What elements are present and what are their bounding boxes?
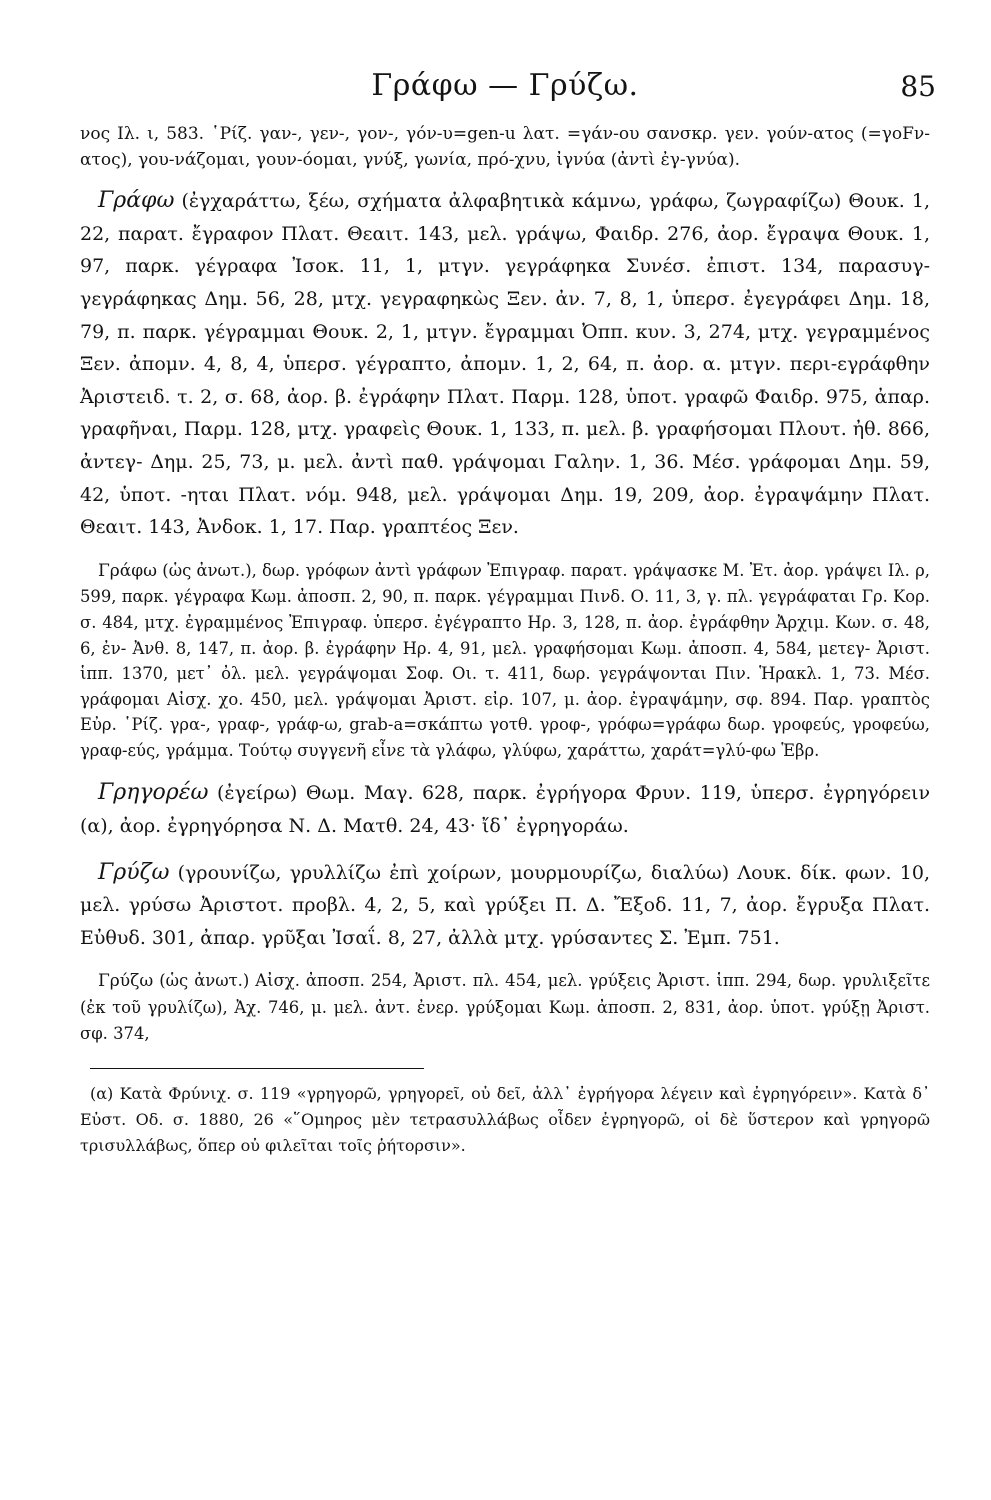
page-header [80, 66, 936, 122]
entry-text: (γρουνίζω, γρυλλίζω ἐπὶ χοίρων, μουρμουρίζω, διαλύω) Λουκ. δίκ. φων. 10, μελ. γρύσω Ἀριστοτ. προβλ. 4, 2, 5, καὶ γρύξει Π. Δ. Ἔξοδ. 11, 7, ἀορ. ἔγρυξα Πλατ. Εὐθυδ. 301, ἀπαρ. γρῦξαι Ἰσαΐ. 8, 27, ἀλλὰ μτχ. γρύσαντες Σ. Ἐμπ. 751. [80, 861, 930, 949]
entry-text: (ὡς ἀνωτ.) Αἰσχ. ἀποσπ. 254, Ἀριστ. πλ. 454, μελ. γρύξεις Ἀριστ. ἱππ. 294, δωρ. γρυλιξεῖτε (ἐκ τοῦ γρυλίζω), Ἀχ. 746, μ. μελ. ἀντ. ἐνερ. γρύξομαι Κωμ. ἀποσπ. 2, 831, ἀορ. ὑποτ. γρύξῃ Ἀριστ. σφ. 374, [80, 971, 930, 1043]
entry-gryzo-attic [80, 857, 930, 955]
footnote-text: (α) Κατὰ Φρύνιχ. σ. 119 «γρηγορῶ, γρηγορεῖ, οὐ δεῖ, ἀλλ᾽ ἐγρήγορα λέγειν καὶ ἐγρηγόρειν». Κατὰ δ᾽ Εὐστ. Οδ. σ. 1880, 26 «῞Ομηρος μὲν τετρασυλλάβως οἶδεν ἐγρηγορῶ, οἱ δὲ ὕστερον καὶ γρηγορῶ τρισυλλάβως, ὅπερ οὐ φιλεῖται τοῖς ῥήτορσιν». [80, 1084, 930, 1156]
entry-text: νος Ιλ. ι, 583. ῾Ρίζ. γαν-, γεν-, γον-, γόν-υ=gen-u λατ. =γάν-ου σανσκρ. γεν. γούν-ατος (=γοFν-ατος), γου-νάζομαι, γουν-όομαι, γνύξ, γωνία, πρό-χνυ, ἰγνύα (ἀντὶ ἐγ-γνύα). [80, 124, 930, 170]
running-title: Γράφω — Γρύζω. [371, 68, 639, 103]
entry-grapho-dialectal [80, 558, 930, 764]
entry-gryzo-dialectal [80, 968, 930, 1046]
entry-text: (ὡς ἀνωτ.), δωρ. γρόφων ἀντὶ γράφων Ἐπιγραφ. παρατ. γράψασκε Μ. Ἐτ. ἀορ. γράψει Ιλ. ρ, 599, παρκ. γέγραφα Κωμ. ἀποσπ. 2, 90, π. παρκ. γέγραμμαι Πινδ. Ο. 11, 3, γ. πλ. γεγράφαται Γρ. Κορ. σ. 484, μτχ. ἐγραμμένος Ἐπιγραφ. ὑπερσ. ἐγέγραπτο Ηρ. 3, 128, π. ἀορ. ἐγράφθην Ἀρχιμ. Κων. σ. 48, 6, ἐν- Ἀνθ. 8, 147, π. ἀορ. β. ἐγράφην Ηρ. 4, 91, μελ. γραφήσομαι Κωμ. ἀποσπ. 4, 584, μετεγ- Ἀριστ. ἱππ. 1370, μετ᾽ ὀλ. μελ. γεγράψομαι Σοφ. Οι. τ. 411, δωρ. γεγράψονται Πιν. Ἡρακλ. 1, 73. Μέσ. γράφομαι Αἰσχ. χο. 450, μελ. γράψομαι Ἀριστ. εἰρ. 107, μ. ἀορ. ἐγραψάμην, σφ. 894. Παρ. γραπτὸς Εὐρ. ῾Ρίζ. γρα-, γραφ-, γράφ-ω, grab-a=σκάπτω γοτθ. γροφ-, γρόφω=γράφω δωρ. γροφεύς, γροφεύω, γραφ-εύς, γράμμα. Τούτῳ συγγενῆ εἶνε τὰ γλάφω, γλύφω, χαράττω, χαράτ=γλύ-φω Ἑβρ. [80, 560, 930, 760]
entry-headword: Γρύζω [98, 971, 154, 992]
entry-gregoreo [80, 777, 930, 842]
entry-continuation [80, 122, 930, 173]
entry-grapho-attic [80, 185, 930, 544]
dictionary-page [80, 66, 936, 1175]
entry-headword: Γράφω [98, 188, 175, 214]
entry-headword: Γρηγορέω [98, 780, 209, 806]
entry-headword: Γρύζω [98, 859, 170, 885]
footnote [80, 1081, 930, 1159]
footnote-divider [90, 1068, 424, 1069]
page-number: 85 [900, 70, 936, 103]
entry-text: (ἐγείρω) Θωμ. Μαγ. 628, παρκ. ἐγρήγορα Φρυν. 119, ὑπερσ. ἐγρηγόρειν (α), ἀορ. ἐγρηγόρησα Ν. Δ. Ματθ. 24, 43· ἴδ᾽ ἐγρηγοράω. [80, 782, 930, 838]
entry-headword: Γράφω [98, 560, 158, 581]
entry-text: (ἐγχαράττω, ξέω, σχήματα ἀλφαβητικὰ κάμνω, γράφω, ζωγραφίζω) Θουκ. 1, 22, παρατ. ἔγραφον Πλατ. Θεαιτ. 143, μελ. γράψω, Φαιδρ. 276, ἀορ. ἔγραψα Θουκ. 1, 97, παρκ. γέγραφα Ἰσοκ. 11, 1, μτγν. γεγράφηκα Συνέσ. ἐπιστ. 134, παρασυγ-γεγράφηκας Δημ. 56, 28, μτχ. γεγραφηκὼς Ξεν. ἀν. 7, 8, 1, ὑπερσ. ἐγεγράφει Δημ. 18, 79, π. παρκ. γέγραμμαι Θουκ. 2, 1, μτγν. ἔγραμμαι Ὀππ. κυν. 3, 274, μτχ. γεγραμμένος Ξεν. ἀπομν. 4, 8, 4, ὑπερσ. γέγραπτο, ἀπομν. 1, 2, 64, π. ἀορ. α. μτγν. περι-εγράφθην Ἀριστειδ. τ. 2, σ. 68, ἀορ. β. ἐγράφην Πλατ. Παρμ. 128, ὑποτ. γραφῶ Φαιδρ. 975, ἀπαρ. γραφῆναι, Παρμ. 128, μτχ. γραφεὶς Θουκ. 1, 133, π. μελ. β. γραφήσομαι Πλουτ. ἠθ. 866, ἀντεγ- Δημ. 25, 73, μ. μελ. ἀντὶ παθ. γράψομαι Γαλην. 1, 36. Μέσ. γράφομαι Δημ. 59, 42, ὑποτ. -ηται Πλατ. νόμ. 948, μελ. γράψομαι Δημ. 19, 209, ἀορ. ἐγραψάμην Πλατ. Θεαιτ. 143, Ἀνδοκ. 1, 17. Παρ. γραπτέος Ξεν. [80, 190, 930, 539]
